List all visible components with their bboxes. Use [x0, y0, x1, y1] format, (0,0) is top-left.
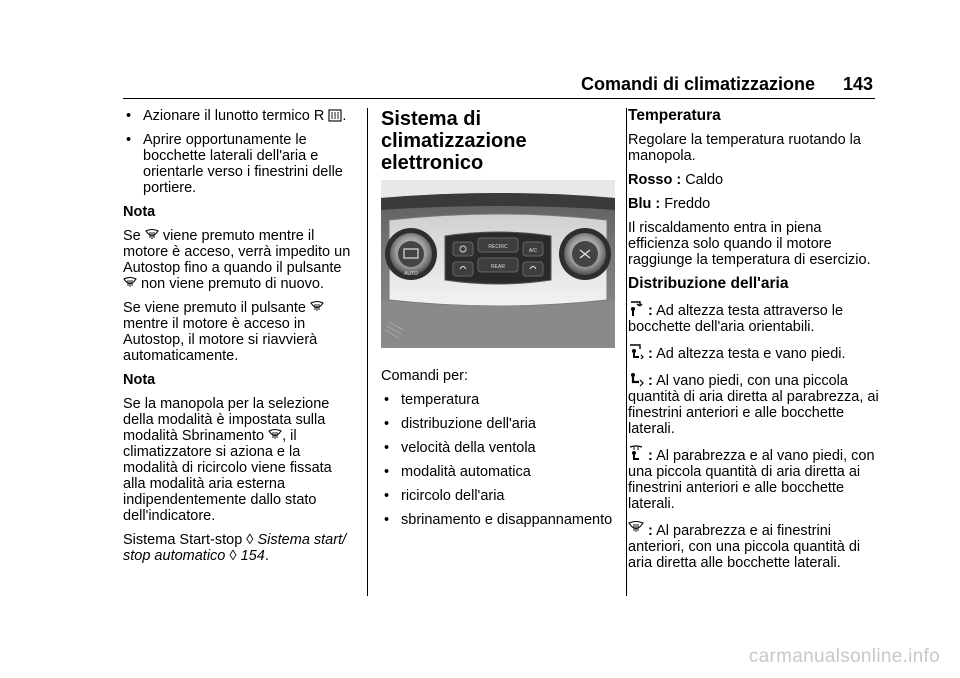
watermark: carmanualsonline.info — [748, 646, 940, 667]
list-item: • Azionare il lunotto termico R . — [126, 108, 347, 124]
cross-reference: Sistema Start-stop ◊ Sistema start/ stop automatico ◊ 154. — [123, 532, 347, 564]
reference-arrow-icon: ◊ — [229, 548, 237, 564]
defrost-icon — [123, 276, 137, 290]
auto-knob-label: AUTO — [404, 271, 418, 277]
list-item: • Aprire opportunamente le bocchette laterali dell'aria e orientarle verso i finestrini delle portiere. — [126, 132, 343, 196]
recirc-button-label: RECIRC — [488, 244, 508, 250]
defrost-icon — [145, 228, 159, 242]
paragraph: Il riscaldamento entra in piena efficienza solo quando il motore raggiunge la temperatura di esercizio. — [628, 220, 871, 268]
note-title: Nota — [123, 204, 156, 220]
floor-icon — [628, 370, 644, 387]
list-item: • temperatura — [384, 392, 480, 408]
defrost-icon — [628, 520, 644, 537]
paragraph: Se viene premuto il pulsante mentre il motore è acceso in Autostop, il motore si riavvierà automaticamente. — [123, 300, 355, 364]
air-mode-item: : Ad altezza testa e vano piedi. — [628, 343, 880, 362]
air-mode-item: : Ad altezza testa attraverso le bocchette dell'aria orientabili. — [628, 300, 880, 335]
list-item: • sbrinamento e disappannamento — [384, 512, 613, 528]
list-item: • modalità automatica — [384, 464, 531, 480]
list-item: • velocità della ventola — [384, 440, 536, 456]
reference-page[interactable]: 154 — [240, 548, 265, 564]
controls-list — [381, 392, 621, 528]
air-mode-item: : Al parabrezza e ai finestrini anteriori, con una piccola quantità di aria diretta alle bocchette laterali. — [628, 520, 880, 571]
air-mode-item: : Al vano piedi, con una piccola quantità di aria diretta al parabrezza, ai finestrini anteriori e alle bocchette laterali. — [628, 370, 880, 437]
list-item: • ricircolo dell'aria — [384, 488, 505, 504]
definition-blue: Blu : Freddo — [628, 196, 711, 212]
column-left — [123, 108, 355, 572]
ac-button-label: A/C — [528, 248, 538, 254]
air-distribution-heading: Distribuzione dell'aria — [628, 275, 789, 292]
temperature-heading: Temperatura — [628, 107, 721, 124]
intro-text: Comandi per: — [381, 368, 469, 384]
definition-red: Rosso : Caldo — [628, 172, 724, 188]
paragraph: Regolare la temperatura ruotando la manopola. — [628, 132, 861, 164]
list-item: • distribuzione dell'aria — [384, 416, 536, 432]
bi-level-icon — [628, 343, 644, 360]
column-middle — [381, 108, 621, 536]
reference-arrow-icon: ◊ — [246, 532, 254, 548]
climate-panel-photo — [381, 180, 615, 348]
defrost-icon — [268, 428, 282, 442]
note-text: Se la manopola per la selezione della modalità è impostata sulla modalità Sbrinamento , il climatizzatore si aziona e la modalità di ricircolo viene fissata alla modalità aria esterna indipendentemente dallo stato dell'indicatore. — [123, 396, 332, 524]
vent-icon — [628, 300, 644, 317]
defrost-icon — [310, 300, 324, 314]
air-mode-item: : Al parabrezza e al vano piedi, con una piccola quantità di aria diretta ai finestrini anteriori e alle bocchette laterali. — [628, 445, 880, 512]
rear-button-label: REAR — [491, 264, 505, 270]
note-title: Nota — [123, 372, 156, 388]
climate-panel-illustration — [381, 180, 615, 348]
column-divider — [367, 108, 368, 596]
reference-link[interactable]: Sistema start/ stop automatico — [123, 532, 347, 564]
column-right — [628, 108, 880, 579]
page-header — [123, 72, 875, 99]
air-mode-list — [628, 300, 880, 571]
rear-defrost-icon — [328, 109, 342, 122]
section-heading: Sistema di climatizzazione elettronico — [381, 108, 527, 174]
note-text: Se viene premuto mentre il motore è acceso, verrà impedito un Autostop fino a quando il pulsante non viene premuto di nuovo. — [123, 228, 351, 292]
page-number: 143 — [842, 74, 873, 94]
column-divider — [626, 108, 627, 596]
defog-floor-icon — [628, 445, 644, 462]
section-title: Comandi di climatizzazione — [580, 74, 815, 94]
